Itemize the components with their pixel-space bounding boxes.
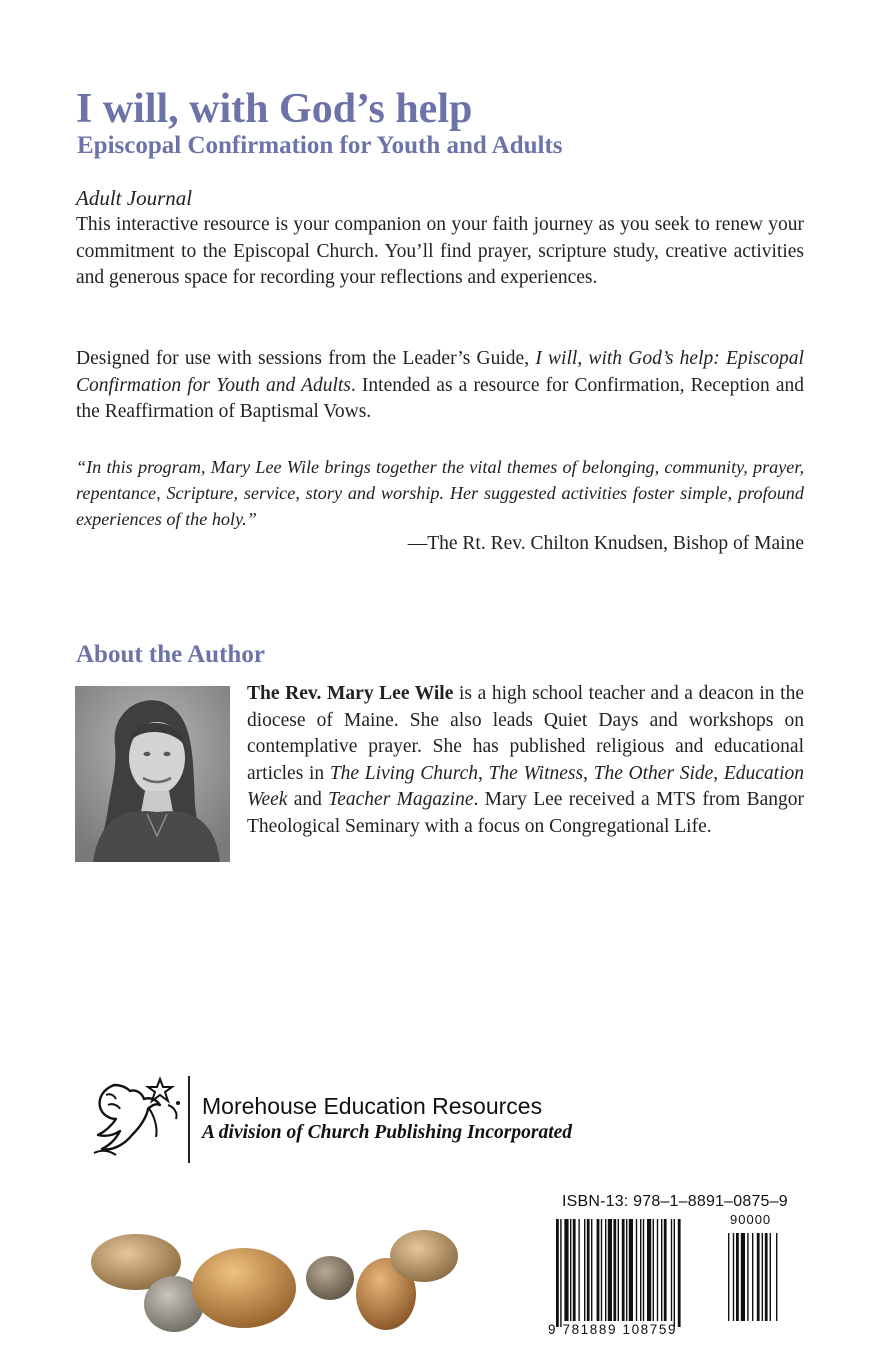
barcode-bar <box>622 1219 625 1321</box>
endorsement-quote: “In this program, Mary Lee Wile brings together the vital themes of belonging, community, prayer, repentance, Scripture, service, story and worship. Her suggested activities foster simple, profound experiences of the holy.” <box>76 457 804 529</box>
barcode-bar <box>757 1233 760 1321</box>
author-bio <box>247 681 804 840</box>
river-stones-image <box>86 1226 486 1338</box>
barcode-bar <box>618 1219 619 1321</box>
author-name: The Rev. Mary Lee Wile <box>247 683 454 704</box>
publication-name: The Living Church <box>329 762 479 784</box>
barcode-bar <box>640 1219 641 1321</box>
barcode-bar <box>608 1219 612 1321</box>
book-title: I will, with God’s help <box>76 86 473 132</box>
journal-label: Adult Journal <box>76 186 193 210</box>
publication-name: Education Week <box>247 762 804 810</box>
description-paragraph: This interactive resource is your companion on your faith journey as you seek to renew your commitment to the Episcopal Church. You’ll find prayer, scripture study, creative activities and generous space for recording your reflections and experiences. <box>76 214 804 288</box>
endorsement-attribution: —The Rt. Rev. Chilton Knudsen, Bishop of Maine <box>407 533 804 554</box>
barcode-bar <box>661 1219 662 1321</box>
barcode-bar <box>664 1219 667 1321</box>
barcode-bar <box>636 1219 637 1321</box>
barcode-bar <box>770 1233 771 1321</box>
barcode-bar <box>573 1219 576 1321</box>
bio-separator: and <box>287 789 329 810</box>
bio-separator: , <box>713 762 724 784</box>
barcode-bar <box>733 1233 734 1321</box>
isbn-number: ISBN-13: 978–1–8891–0875–9 <box>562 1193 788 1210</box>
barcode-bar <box>776 1233 777 1321</box>
barcode-bar <box>591 1219 592 1321</box>
author-portrait-icon <box>75 686 230 862</box>
barcode-bar <box>657 1219 658 1321</box>
barcode-price-code: 90000 <box>730 1212 772 1227</box>
barcode-bar <box>741 1233 745 1321</box>
publisher-division: A division of Church Publishing Incorporated <box>202 1122 573 1143</box>
barcode-digits: 9 781889 108759 <box>548 1322 678 1337</box>
barcode-bar <box>736 1233 739 1321</box>
barcode-bar <box>601 1219 602 1321</box>
usage-text: Designed for use with sessions from the Leader’s Guide, <box>76 348 536 369</box>
author-photo <box>75 686 230 862</box>
barcode-bar <box>671 1219 672 1321</box>
bio-separator: , <box>583 762 594 784</box>
about-author-heading: About the Author <box>76 641 265 668</box>
publisher-name: Morehouse Education Resources <box>202 1093 543 1119</box>
barcode-bar <box>752 1233 753 1321</box>
barcode-bar <box>647 1219 651 1321</box>
publication-name: The Witness <box>488 762 584 784</box>
barcode-bar <box>629 1219 633 1321</box>
bio-separator: , <box>478 762 489 784</box>
barcode-bar <box>560 1219 561 1327</box>
barcode-bar <box>584 1219 585 1321</box>
dove-star-logo-icon <box>86 1075 186 1165</box>
barcode-bar <box>747 1233 748 1321</box>
leaders-guide-title: I will, with God’s help: Episcopal Confirmation for Youth and Adults <box>76 348 804 396</box>
barcode-bar <box>605 1219 606 1321</box>
barcode-bar <box>626 1219 627 1321</box>
publication-name: The Other Side <box>593 762 714 784</box>
barcode-bar <box>643 1219 644 1321</box>
barcode-bar <box>728 1233 729 1321</box>
usage-text-end: . Intended as a resource for Confirmation, Reception and the Reaffirmation of Baptismal Vows. <box>76 374 805 422</box>
barcode-bar <box>578 1219 579 1321</box>
barcode-bar <box>587 1219 590 1321</box>
usage-paragraph <box>76 346 804 426</box>
barcode-bar <box>564 1219 568 1321</box>
logo-divider <box>188 1076 190 1163</box>
barcode-bar <box>613 1219 616 1321</box>
bio-text: is a high school teacher and a deacon in the diocese of Maine. She also leads Quiet Days and workshops on contemplative prayer. She has published religious and educational articles in <box>247 683 804 784</box>
bio-text-end: . Mary Lee received a MTS from Bangor Theological Seminary with a focus on Congregational Life. <box>247 789 804 837</box>
barcode-bar <box>556 1219 559 1327</box>
barcode-bar <box>653 1219 654 1321</box>
barcode-bar <box>570 1219 571 1321</box>
publication-name: Teacher Magazine <box>328 789 474 810</box>
barcode-bar <box>765 1233 768 1321</box>
book-subtitle: Episcopal Confirmation for Youth and Adults <box>77 132 563 159</box>
barcode-bar <box>678 1219 681 1327</box>
barcode-bar <box>674 1219 675 1327</box>
barcode-bar <box>597 1219 600 1321</box>
barcode-bar <box>762 1233 763 1321</box>
